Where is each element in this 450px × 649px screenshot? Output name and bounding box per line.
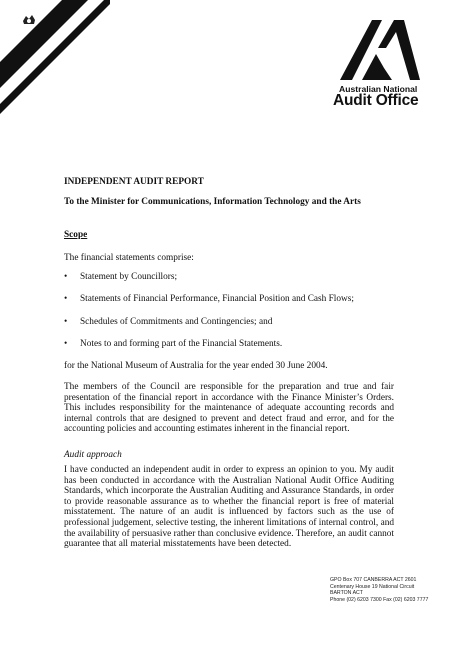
scope-heading: Scope xyxy=(64,230,88,240)
bullet-icon: • xyxy=(64,339,68,349)
period-line: for the National Museum of Australia for the year ended 30 June 2004. xyxy=(64,361,328,371)
intro-text: The financial statements comprise: xyxy=(64,253,194,263)
responsibility-paragraph: The members of the Council are responsible for the preparation and true and fair presentation of the financial report in accordance with the Finance Minister’s Orders. This includes responsibility for the maintenance of adequate accounting records and internal controls that are designed to prevent and detect fraud and error, and for the accounting policies and accounting estimates inherent in the financial report. xyxy=(64,382,394,435)
address-line: Phone (02) 6203 7300 Fax (02) 6203 7777 xyxy=(330,596,429,603)
logo-line-2: Audit Office xyxy=(333,92,419,109)
address-line: Centenary House 19 National Circuit xyxy=(330,583,415,590)
bullet-icon: • xyxy=(64,317,68,327)
office-address xyxy=(330,577,428,603)
coat-of-arms-icon xyxy=(20,12,38,28)
bullet-icon: • xyxy=(64,294,68,304)
audit-approach-heading: Audit approach xyxy=(64,450,122,460)
logo-line-1: Australian National xyxy=(339,84,418,94)
addressee: To the Minister for Communications, Information Technology and the Arts xyxy=(64,197,361,207)
audit-approach-paragraph: I have conducted an independent audit in order to express an opinion to you. My audit has been conducted in accordance with the Australian National Audit Office Auditing Standards, which incorporate the Australian Auditing and Assurance Standards, in order to provide reasonable assurance as to whether the financial report is free of material misstatement. The nature of an audit is influenced by factors such as the use of professional judgement, selective testing, the inherent limitations of internal control, and the availability of persuasive rather than conclusive evidence. Therefore, an audit cannot guarantee that all material misstatements have been detected. xyxy=(64,465,394,550)
bullet-icon: • xyxy=(64,272,68,282)
address-line: GPO Box 707 CANBERRA ACT 2601 xyxy=(330,577,417,583)
corner-stripes-decoration xyxy=(0,0,110,130)
address-line: BARTON ACT xyxy=(330,590,363,597)
report-title: INDEPENDENT AUDIT REPORT xyxy=(64,177,204,187)
